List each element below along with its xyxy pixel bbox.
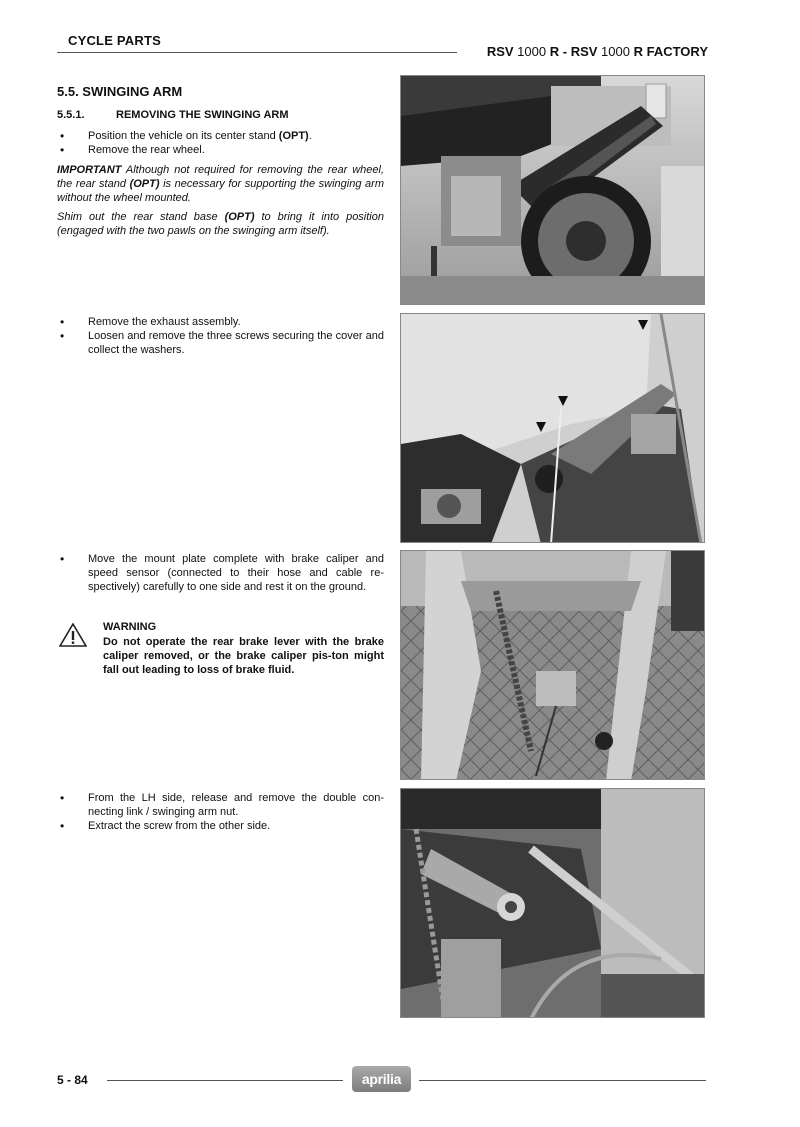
photo-motorcycle-rear-stand [400,75,705,305]
important-opt: (OPT) [129,178,160,190]
list-item [57,129,384,143]
page-number: 5 - 84 [57,1073,88,1087]
list-item [57,315,384,329]
bullet-text: Loosen and remove the three screws securing the cover and collect the washers. [88,330,384,356]
important-text-a: Although not required for removing the rear wheel, the rear stand [57,164,384,190]
header-rule [57,52,457,53]
list-item [57,143,384,157]
bullet-text: Move the mount plate complete with brake caliper and speed sensor (connected to their hose and cable re-spectively) carefully to one side and rest it on the ground. [88,553,384,593]
bullet-icon: • [60,143,65,157]
step3-text [57,552,384,594]
subsection-title [57,109,289,121]
footer-rule-right [419,1080,706,1081]
header-section-title: CYCLE PARTS [68,33,161,48]
bullet-text: From the LH side, release and remove the double con-necting link / swinging arm nut. [88,792,384,818]
warning-title: WARNING [103,621,157,633]
subsection-number: 5.5.1. [57,109,85,121]
bullet-bold: (OPT) [278,130,309,142]
model-a-name: RSV [486,44,514,59]
photo-swinging-arm-nut [400,788,705,1018]
bullet-text-end: . [308,130,312,142]
list-item [57,791,384,819]
bullet-icon: • [60,552,65,566]
shim-note [57,210,384,238]
model-b-number: 1000 [601,44,630,59]
subsection-label: REMOVING THE SWINGING ARM [116,109,289,121]
bullet-icon: • [60,791,65,805]
bullet-text: Remove the rear wheel. [88,144,205,156]
bullet-text: Position the vehicle on its center stand [88,130,279,142]
bullet-icon: • [60,819,65,833]
important-text-b: is necessary for supporting the swinging arm without the wheel mounted. [57,178,385,204]
warning-text: Do not operate the rear brake lever with the brake caliper removed, or the brake caliper pis-ton might fall out leading to loss of brake fluid. [103,636,384,676]
warning-triangle-icon [59,623,87,647]
aprilia-logo: aprilia [352,1066,411,1092]
photo-exhaust-cover-screws [400,313,705,543]
section-title: 5.5. SWINGING ARM [57,84,183,99]
shim-text-b: to bring it into position (engaged with the two pawls on the swinging arm itself). [57,211,384,237]
important-label: IMPORTANT [57,164,122,176]
step1-text [57,129,384,238]
header-model-title [487,44,708,59]
model-b-name: RSV [570,44,598,59]
shim-text-a: Shim out the rear stand base [57,211,225,223]
list-item [57,329,384,357]
list-item [57,552,384,594]
important-note [57,163,384,205]
model-b-suffix: R FACTORY [633,44,708,59]
step4-text [57,791,384,833]
list-item [57,819,384,833]
bullet-icon: • [60,129,65,143]
model-a-number: 1000 [517,44,547,59]
bullet-text: Extract the screw from the other side. [88,820,271,832]
shim-opt: (OPT) [224,211,255,223]
bullet-text: Remove the exhaust assembly. [88,316,241,328]
photo-mount-plate-on-ground [400,550,705,780]
bullet-icon: • [60,329,65,343]
step2-text [57,315,384,357]
footer-rule-left [107,1080,343,1081]
bullet-icon: • [60,315,65,329]
model-a-suffix: R - [549,44,568,59]
